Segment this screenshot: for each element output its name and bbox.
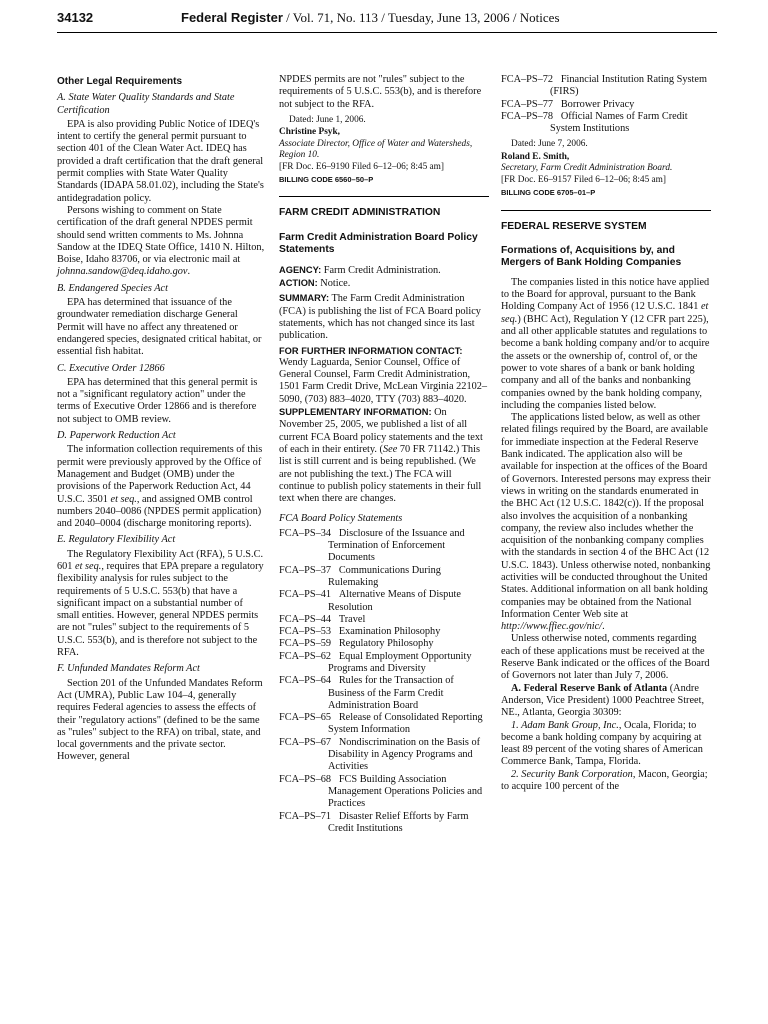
paragraph: EPA has determined that issuance of the groundwater remediation discharge General Permit will have no affect any threatened or endangered species, designated critical habitat, or essential fish habitat. <box>57 297 262 358</box>
paragraph <box>57 205 267 279</box>
policy-title: Regulatory Philosophy <box>338 638 434 650</box>
spacer <box>331 774 339 785</box>
paragraph <box>501 277 711 412</box>
policy-code: FCA–PS–77 <box>501 98 554 110</box>
policy-title: Alternative Means of Dispute Resolution <box>328 589 461 613</box>
spacer <box>331 712 339 723</box>
issue-citation: / Vol. 71, No. 113 / Tuesday, June 13, 2006 / Notices <box>282 10 560 25</box>
spacer <box>331 675 339 686</box>
supplementary-paragraph <box>279 406 489 505</box>
policy-item <box>279 565 489 590</box>
agency-line <box>279 264 489 277</box>
email-link[interactable]: johnna.sandow@deq.idaho.gov <box>57 266 188 278</box>
policy-code: FCA–PS–64 <box>279 675 332 687</box>
policy-title: Examination Philosophy <box>338 626 441 638</box>
policy-code: FCA–PS–71 <box>279 810 332 822</box>
spacer <box>553 99 561 110</box>
italic-run: et seq. <box>110 493 137 505</box>
subsection-title-e: E. Regulatory Flexibility Act <box>57 534 176 546</box>
policy-item <box>279 589 489 614</box>
publication-name: Federal Register <box>181 10 283 25</box>
field-value: Notice. <box>317 278 351 290</box>
text-run: The information collection requirements of this permit were previously approved by the Office of Management and Budget (OMB) under the provisions of the Paperwork Reduction Act, 44 U.S.C. 3501 <box>57 444 263 505</box>
policy-title: Borrower Privacy <box>560 98 635 110</box>
reserve-bank-paragraph <box>501 683 711 720</box>
policy-code: FCA–PS–59 <box>279 638 332 650</box>
policy-code: FCA–PS–37 <box>279 564 332 576</box>
policy-title: Disclosure of the Issuance and Termination of Enforcement Documents <box>328 527 465 564</box>
text-run: , Macon, Georgia; to acquire 100 percent of the <box>501 768 708 793</box>
policy-item <box>501 99 711 111</box>
application-item <box>501 720 711 769</box>
nic-website-link[interactable]: http://www.ffiec.gov/nic/ <box>501 621 603 633</box>
dated-line: Dated: June 1, 2006. <box>289 114 366 125</box>
agency-heading: FEDERAL RESERVE SYSTEM <box>501 210 711 233</box>
policy-code: FCA–PS–68 <box>279 773 332 785</box>
paragraph: EPA is also providing Public Notice of IDEQ's intent to certify the general permit pursuant to section 401 of the Clean Water Act. IDEQ has provided a draft certification that the draft general permit complies with State Water Quality Standards (IDAPA 58.01.02), including the State's antidegradation policy. <box>57 118 264 204</box>
page-number: 34132 <box>57 10 94 25</box>
subsection-title-b: B. Endangered Species Act <box>57 282 168 294</box>
paragraph <box>57 444 267 530</box>
fr-doc-line: [FR Doc. E6–9157 Filed 6–12–06; 8:45 am] <box>501 174 667 185</box>
field-label: SUPPLEMENTARY INFORMATION: <box>279 407 432 418</box>
policy-title: Release of Consolidated Reporting System Information <box>328 712 483 736</box>
policy-item <box>279 626 489 638</box>
policy-item <box>279 811 489 836</box>
policy-code: FCA–PS–72 <box>501 74 554 85</box>
text-run: On November 25, 2005, we published a list of all current FCA Board policy statements and the text of each in their entirety. ( <box>279 407 483 455</box>
spacer <box>331 626 339 637</box>
policy-code: FCA–PS–44 <box>279 613 332 625</box>
policy-code: FCA–PS–67 <box>279 736 332 748</box>
policy-item <box>501 74 711 99</box>
text-run: . <box>602 621 605 633</box>
policy-title: Official Names of Farm Credit System Institutions <box>550 110 688 135</box>
field-label: AGENCY: <box>279 264 322 275</box>
column-3 <box>501 74 711 793</box>
policy-list <box>279 528 489 835</box>
policy-title: Disaster Relief Efforts by Farm Credit Institutions <box>328 810 469 834</box>
signer-name: Christine Psyk, <box>279 127 340 138</box>
spacer <box>331 614 339 625</box>
policy-code: FCA–PS–65 <box>279 712 332 724</box>
policy-item <box>279 638 489 650</box>
fr-doc-line: [FR Doc. E6–9190 Filed 6–12–06; 8:45 am] <box>279 161 445 172</box>
further-info-text: Wendy Laguarda, Senior Counsel, Office of General Counsel, Farm Credit Administration, 1501 Farm Credit Drive, McLean Virginia 22102–5090, (703) 883–4020, TTY (703) 883–4020. <box>279 356 488 405</box>
application-item <box>501 769 711 794</box>
spacer <box>331 565 339 576</box>
spacer <box>331 651 339 662</box>
dated-line: Dated: June 7, 2006. <box>511 139 588 150</box>
policy-list-heading: FCA Board Policy Statements <box>279 513 403 525</box>
policy-code: FCA–PS–41 <box>279 589 332 601</box>
signer-title: Secretary, Farm Credit Administration Board. <box>501 163 673 174</box>
text-run: 70 FR 71142.) This list is still current and is being republished. (We are not publishing the text.) The FCA will continue to publish policy statements in their full text when there are changes. <box>279 443 482 505</box>
policy-code: FCA–PS–78 <box>501 110 554 122</box>
text-run: . <box>187 266 191 278</box>
policy-code: FCA–PS–34 <box>279 527 332 539</box>
policy-item <box>279 737 489 774</box>
text-run: The Regulatory Flexibility Act (RFA), 5 U.S.C. 601 <box>57 548 264 572</box>
policy-title: Equal Employment Opportunity Programs and Diversity <box>328 650 472 674</box>
company-name: 2. Security Bank Corporation <box>511 768 633 780</box>
spacer <box>553 74 561 85</box>
summary-paragraph <box>279 292 489 342</box>
policy-item <box>501 111 711 136</box>
text-run: The applications listed below, as well as other related filings required by the Board, are available for immediate inspection at the Federal Reserve Bank indicated. The application also will be available for inspection at the offices of the Board of Governors. Interested persons may express their views in writing on the standards enumerated in the BHC Act (12 U.S.C. 1842(c)). If the proposal also involves the acquisition of a nonbanking company, the review also includes whether the acquisition of the nonbanking company complies with the standards in section 4 of the BHC Act (12 U.S.C. 1843). Unless otherwise noted, nonbanking activities will be conducted throughout the United States. Additional information on all bank holding companies may be obtained from the National Information Center Web site at <box>501 412 711 620</box>
policy-item <box>279 614 489 626</box>
italic-run: et seq. <box>75 560 102 572</box>
signer-name: Roland E. Smith, <box>501 151 570 162</box>
spacer <box>331 528 339 539</box>
subsection-title-a: A. State Water Quality Standards and State Certification <box>57 92 235 116</box>
further-info-label: FOR FURTHER INFORMATION CONTACT: <box>279 345 463 356</box>
text-run: , requires that EPA prepare a regulatory flexibility analysis for rules subject to the requirements of 5 U.S.C. 553(b) that have a significant impact on a substantial number of small entities. However, general NPDES permits are not "rules" subject to the requirements of 5 U.S.C. 553(b), and is therefore not subject to the RFA. <box>57 560 264 659</box>
spacer <box>553 111 561 122</box>
billing-code: BILLING CODE 6560–50–P <box>279 175 374 185</box>
agency-heading: FARM CREDIT ADMINISTRATION <box>279 196 489 219</box>
policy-code: FCA–PS–53 <box>279 626 332 638</box>
italic-run: See <box>382 443 398 455</box>
signer-title: Associate Director, Office of Water and Watersheds, Region 10. <box>279 138 473 161</box>
company-name: 1. Adam Bank Group, Inc. <box>511 719 619 731</box>
text-run: , Ocala, Florida; to become a bank holding company by acquiring at least 89 percent of the voting shares of American Commerce Bank, Tampa, Florida. <box>501 719 703 768</box>
document-title: Formations of, Acquisitions by, and Mergers of Bank Holding Companies <box>501 244 682 268</box>
policy-title: FCS Building Association Management Operations Policies and Practices <box>328 773 483 810</box>
policy-item <box>279 651 489 676</box>
spacer <box>331 811 339 822</box>
billing-code: BILLING CODE 6705–01–P <box>501 188 596 198</box>
subsection-title-c: C. Executive Order 12866 <box>57 362 165 374</box>
spacer <box>331 737 339 748</box>
policy-item <box>279 774 489 811</box>
section-heading: Other Legal Requirements <box>57 76 183 87</box>
document-title: Farm Credit Administration Board Policy Statements <box>279 231 478 255</box>
field-label: ACTION: <box>279 278 318 289</box>
column-1 <box>57 74 267 764</box>
paragraph: NPDES permits are not "rules" subject to the requirements of 5 U.S.C. 553(b), and is therefore not subject to the RFA. <box>279 74 482 110</box>
spacer <box>331 638 339 649</box>
paragraph: Section 201 of the Unfunded Mandates Reform Act (UMRA), Public Law 104–4, generally requires Federal agencies to assess the effects of their "regulatory actions" (defined to be the same as "rules" subject to the RFA) on tribal, state, and local governments and the private sector. However, general <box>57 677 263 763</box>
text-run: Persons wishing to comment on State certification of the draft general NPDES permit should send written comments to Ms. Johnna Sandow at the IDEQ State Office, 1410 N. Hilton, Boise, Idaho 83706, or via electronic mail at <box>57 204 265 266</box>
policy-title: Communications During Rulemaking <box>328 564 441 588</box>
policy-title: Financial Institution Rating System (FIRS) <box>550 74 707 98</box>
policy-list-continued <box>501 74 711 135</box>
policy-code: FCA–PS–62 <box>279 650 332 662</box>
italic-run: et seq. <box>501 301 709 325</box>
paragraph <box>501 412 711 633</box>
policy-title: Travel <box>338 613 366 625</box>
text-run: The companies listed in this notice have applied to the Board for approval, pursuant to the Bank Holding Company Act of 1956 (12 U.S.C. 1841 <box>501 276 710 313</box>
action-line <box>279 277 489 290</box>
field-value: Farm Credit Administration. <box>321 264 441 276</box>
policy-item <box>279 528 489 565</box>
spacer <box>331 589 339 600</box>
text-run: , and assigned OMB control numbers 2040–0086 (NPDES permit application) and 2040–0004 (discharge monitoring reports). <box>57 493 262 530</box>
column-2 <box>279 74 489 835</box>
policy-title: Nondiscrimination on the Basis of Disability in Agency Programs and Activities <box>328 736 481 773</box>
subsection-title-d: D. Paperwork Reduction Act <box>57 430 176 442</box>
policy-item <box>279 712 489 737</box>
paragraph: Unless otherwise noted, comments regarding each of these applications must be received at the Reserve Bank indicated or the offices of the Board of Governors not later than July 7, 2006. <box>501 633 710 682</box>
policy-title: Rules for the Transaction of Business of the Farm Credit Administration Board <box>328 675 454 711</box>
field-label: SUMMARY: <box>279 293 330 304</box>
subsection-title-f: F. Unfunded Mandates Reform Act <box>57 663 200 675</box>
field-value: The Farm Credit Administration (FCA) is publishing the list of FCA Board policy statements, which has not changed since its last publication. <box>279 293 481 342</box>
page-header <box>57 10 717 33</box>
running-head <box>181 10 560 26</box>
paragraph <box>57 549 267 660</box>
text-run: (Andre Anderson, Vice President) 1000 Peachtree Street, NE., Atlanta, Georgia 30309: <box>501 682 705 719</box>
policy-item <box>279 675 489 712</box>
text-run: ) (BHC Act), Regulation Y (12 CFR part 225), and all other applicable statutes and regulations to become a bank holding company and/or to acquire the assets or the ownership of, control of, or the power to vote shares of a bank or bank holding company and all of the banks and nonbanking companies owned by the bank holding company, including the companies listed below. <box>501 313 710 411</box>
paragraph: EPA has determined that this general permit is not a "significant regulatory action" under the terms of Executive Order 12866 and is therefore not subject to OMB review. <box>57 376 258 425</box>
reserve-bank-name: A. Federal Reserve Bank of Atlanta <box>511 682 668 694</box>
